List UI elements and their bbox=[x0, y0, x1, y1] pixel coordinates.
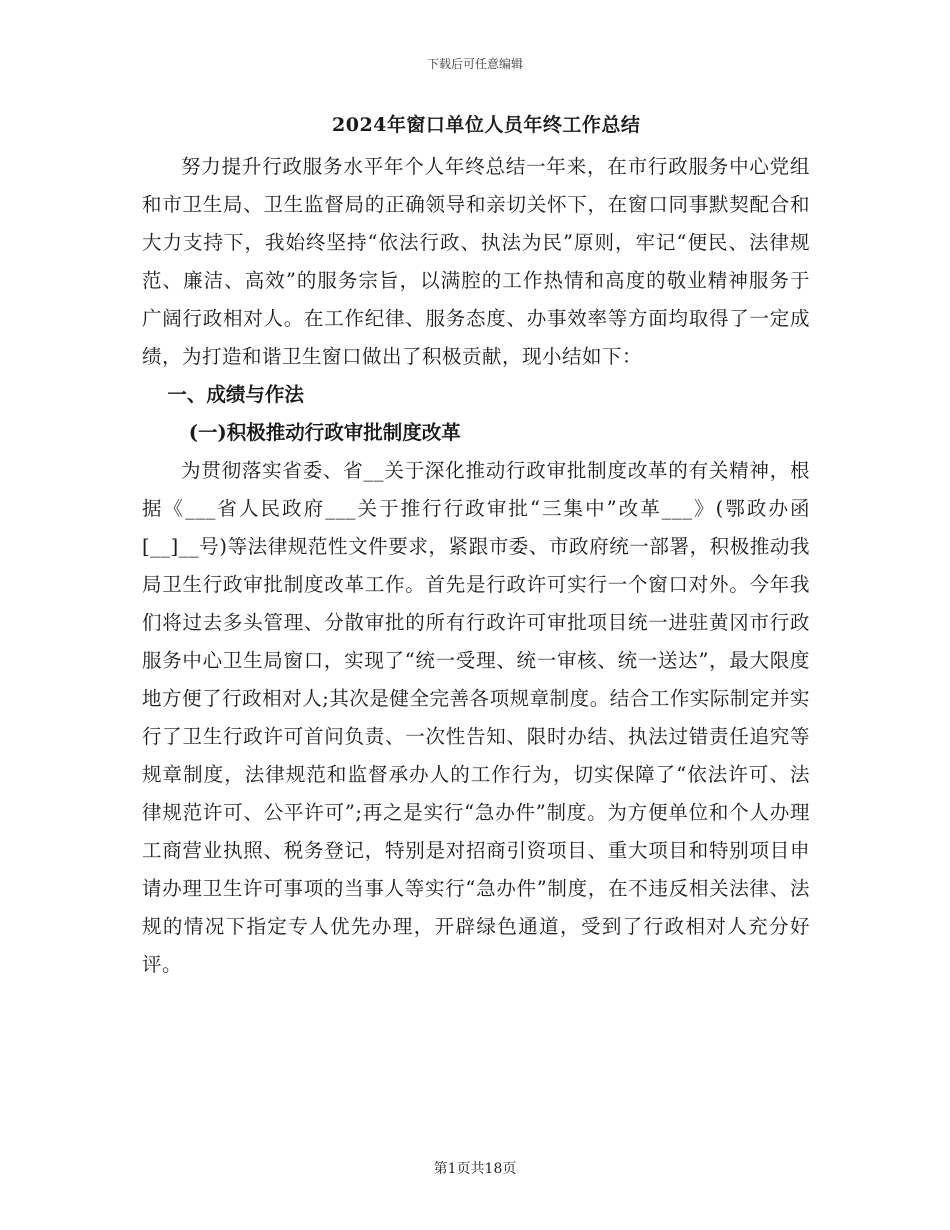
section-heading: 一、成绩与作法 bbox=[167, 383, 304, 406]
header-note: 下载后可任意编辑 bbox=[426, 57, 523, 71]
body-paragraph: 为贯彻落实省委、省__关于深化推动行政审批制度改革的有关精神，根据《___省人民政府___关于推行行政审批“三集中”改革___》(鄂政办函[__]__号)等法律规范性文件要求，紧跟市委、市政府统一部署，积极推动我局卫生行政审批制度改革工作。首先是行政许可实行一个窗口对外。今年我们将过去多头管理、分散审批的所有行政许可审批项目统一进驻黄冈市行政服务中心卫生局窗口，实现了“统一受理、统一审核、统一送达”，最大限度地方便了行政相对人;其次是健全完善各项规章制度。结合工作实际制定并实行了卫生行政许可首问负责、一次性告知、限时办结、执法过错责任追究等规章制度，法律规范和监督承办人的工作行为，切实保障了“依法许可、法律规范许可、公平许可”;再之是实行“急办件”制度。为方便单位和个人办理工商营业执照、税务登记，特别是对招商引资项目、重大项目和特别项目申请办理卫生许可事项的当事人等实行“急办件”制度，在不违反相关法律、法规的情况下指定专人优先办理，开辟绿色通道，受到了行政相对人充分好评。 bbox=[142, 459, 810, 976]
page-indicator: 第1页共18页 bbox=[433, 1161, 517, 1177]
subsection-heading: (一)积极推动行政审批制度改革 bbox=[188, 421, 461, 444]
intro-paragraph: 努力提升行政服务水平年个人年终总结一年来，在市行政服务中心党组和市卫生局、卫生监督局的正确领导和亲切关怀下，在窗口同事默契配合和大力支持下，我始终坚持“依法行政、执法为民”原则，牢记“便民、法律规范、廉洁、高效”的服务宗旨，以满腔的工作热情和高度的敬业精神服务于广阔行政相对人。在工作纪律、服务态度、办事效率等方面均取得了一定成绩，为打造和谐卫生窗口做出了积极贡献，现小结如下： bbox=[142, 155, 810, 368]
document-body bbox=[142, 108, 810, 984]
document-title: 2024年窗口单位人员年终工作总结 bbox=[332, 114, 641, 136]
